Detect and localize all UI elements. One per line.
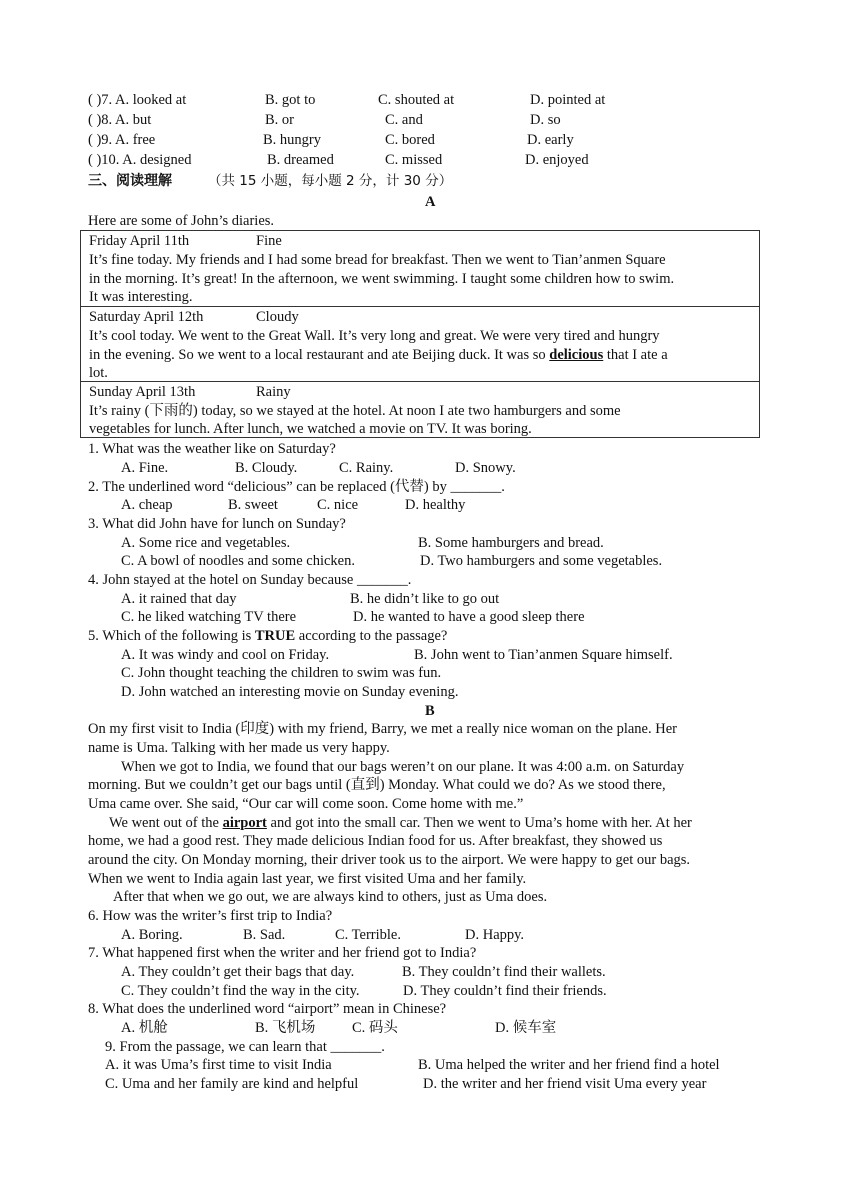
option: A. Fine. — [121, 460, 169, 476]
option: B. Uma helped the writer and her friend find a hotel — [418, 1057, 720, 1073]
option: D. Snowy. — [455, 460, 516, 476]
option: A. Some rice and vegetables. — [121, 535, 291, 551]
cloze-q10: ( )10. A. designed — [88, 152, 192, 168]
diary-weather: Cloudy — [256, 309, 299, 325]
diary-saturday — [80, 306, 760, 382]
option: D. the writer and her friend visit Uma every year — [423, 1076, 707, 1092]
option: A. it was Uma’s first time to visit India — [105, 1057, 332, 1073]
passage-a-intro: Here are some of John’s diaries. — [88, 213, 275, 229]
question-2: 2. The underlined word “delicious” can be replaced (代替) by _______. — [88, 479, 505, 495]
option: D. John watched an interesting movie on Sunday evening. — [121, 684, 459, 700]
option: C. They couldn’t find the way in the city. — [121, 983, 360, 999]
option: A. They couldn’t get their bags that day. — [121, 964, 355, 980]
cloze-q8-d: D. so — [530, 112, 561, 128]
cloze-q9-b: B. hungry — [263, 132, 321, 148]
diary-weather: Fine — [256, 233, 282, 249]
option: B. sweet — [228, 497, 278, 513]
option: C. Uma and her family are kind and helpful — [105, 1076, 359, 1092]
passage-text-part: and got into the small car. Then we went to Uma’s home with her. At her — [266, 815, 692, 831]
passage-a-label: A — [425, 194, 436, 210]
option: C. A bowl of noodles and some chicken. — [121, 553, 355, 569]
diary-date: Sunday April 13th — [89, 384, 196, 400]
question-text: according to the passage? — [295, 628, 448, 644]
diary-text: It was interesting. — [89, 289, 193, 305]
cloze-q8-c: C. and — [385, 112, 423, 128]
passage-text: around the city. On Monday morning, their driver took us to the airport. We were happy to get our bags. — [88, 852, 691, 868]
passage-text: After that when we go out, we are always kind to others, just as Uma does. — [113, 889, 548, 905]
diary-text: in the morning. It’s great! In the afternoon, we went swimming. I taught some children how to swim. — [89, 271, 675, 287]
option: D. Happy. — [465, 927, 525, 943]
diary-text: vegetables for lunch. After lunch, we watched a movie on TV. It was boring. — [89, 421, 532, 437]
section-title: 三、阅读理解 — [88, 173, 172, 189]
passage-b-label: B — [425, 703, 435, 719]
option: B. Cloudy. — [235, 460, 298, 476]
diary-text: lot. — [89, 365, 108, 381]
question-6: 6. How was the writer’s first trip to India? — [88, 908, 333, 924]
option: A. cheap — [121, 497, 173, 513]
cloze-q9: ( )9. A. free — [88, 132, 156, 148]
underlined-word-airport: airport — [222, 815, 267, 831]
option: A. it rained that day — [121, 591, 237, 607]
diary-text — [89, 346, 668, 364]
cloze-q7-b: B. got to — [265, 92, 316, 108]
diary-text: It’s cool today. We went to the Great Wall. It’s very long and great. We were very tired and hungry — [89, 328, 660, 344]
option: C. Terrible. — [335, 927, 401, 943]
cloze-q10-b: B. dreamed — [267, 152, 334, 168]
option: B. he didn’t like to go out — [350, 591, 500, 607]
question-9: 9. From the passage, we can learn that _______. — [105, 1039, 385, 1055]
cloze-q7-c: C. shouted at — [378, 92, 455, 108]
passage-text: morning. But we couldn’t get our bags until (直到) Monday. What could we do? As we stood there, — [88, 777, 666, 793]
diary-friday — [80, 230, 760, 307]
section-note: （共 15 小题，每小题 2 分，计 30 分） — [208, 173, 453, 189]
option: B. They couldn’t find their wallets. — [402, 964, 606, 980]
option: C. 码头 — [352, 1020, 398, 1036]
underlined-word-delicious: delicious — [549, 347, 604, 363]
passage-text: name is Uma. Talking with her made us very happy. — [88, 740, 390, 756]
passage-text: Uma came over. She said, “Our car will come soon. Come home with me.” — [88, 796, 524, 812]
option: B. 飞机场 — [255, 1020, 316, 1036]
option: B. Some hamburgers and bread. — [418, 535, 604, 551]
option: C. nice — [317, 497, 359, 513]
option: D. They couldn’t find their friends. — [403, 983, 607, 999]
passage-text — [109, 814, 692, 832]
cloze-q8: ( )8. A. but — [88, 112, 152, 128]
diary-text-part: that I ate a — [603, 347, 668, 363]
option: C. Rainy. — [339, 460, 394, 476]
cloze-q7: ( )7. A. looked at — [88, 92, 187, 108]
option: B. Sad. — [243, 927, 286, 943]
diary-text: It’s rainy (下雨的) today, so we stayed at the hotel. At noon I ate two hamburgers and some — [89, 403, 621, 419]
diary-sunday — [80, 381, 760, 438]
option: C. he liked watching TV there — [121, 609, 297, 625]
diary-weather: Rainy — [256, 384, 291, 400]
passage-text-part: We went out of the — [109, 815, 223, 831]
cloze-q8-b: B. or — [265, 112, 294, 128]
cloze-q9-d: D. early — [527, 132, 574, 148]
question-7: 7. What happened first when the writer and her friend got to India? — [88, 945, 477, 961]
question-5 — [88, 627, 447, 645]
question-1: 1. What was the weather like on Saturday? — [88, 441, 336, 457]
option: A. 机舱 — [121, 1020, 168, 1036]
option: D. 候车室 — [495, 1020, 557, 1036]
cloze-q10-c: C. missed — [385, 152, 443, 168]
passage-text: When we got to India, we found that our bags weren’t on our plane. It was 4:00 a.m. on Saturday — [121, 759, 685, 775]
question-text: 5. Which of the following is — [88, 628, 255, 644]
passage-text: When we went to India again last year, we first visited Uma and her family. — [88, 871, 527, 887]
cloze-q10-d: D. enjoyed — [525, 152, 589, 168]
diary-date: Friday April 11th — [89, 233, 190, 249]
option: D. Two hamburgers and some vegetables. — [420, 553, 663, 569]
question-8: 8. What does the underlined word “airport” mean in Chinese? — [88, 1001, 447, 1017]
option: A. Boring. — [121, 927, 183, 943]
diary-date: Saturday April 12th — [89, 309, 204, 325]
question-3: 3. What did John have for lunch on Sunday? — [88, 516, 346, 532]
diary-text: It’s fine today. My friends and I had some bread for breakfast. Then we went to Tian’anmen Square — [89, 252, 666, 268]
question-4: 4. John stayed at the hotel on Sunday because _______. — [88, 572, 412, 588]
passage-text: home, we had a good rest. They made delicious Indian food for us. After breakfast, they showed us — [88, 833, 663, 849]
diary-text-part: in the evening. So we went to a local restaurant and ate Beijing duck. It was so — [89, 347, 550, 363]
cloze-q7-d: D. pointed at — [530, 92, 606, 108]
passage-text: On my first visit to India (印度) with my friend, Barry, we met a really nice woman on the plane. Her — [88, 721, 677, 737]
option: A. It was windy and cool on Friday. — [121, 647, 330, 663]
question-emphasis: TRUE — [254, 628, 296, 644]
option: D. healthy — [405, 497, 466, 513]
option: C. John thought teaching the children to swim was fun. — [121, 665, 442, 681]
option: D. he wanted to have a good sleep there — [353, 609, 585, 625]
cloze-q9-c: C. bored — [385, 132, 435, 148]
option: B. John went to Tian’anmen Square himself. — [414, 647, 673, 663]
